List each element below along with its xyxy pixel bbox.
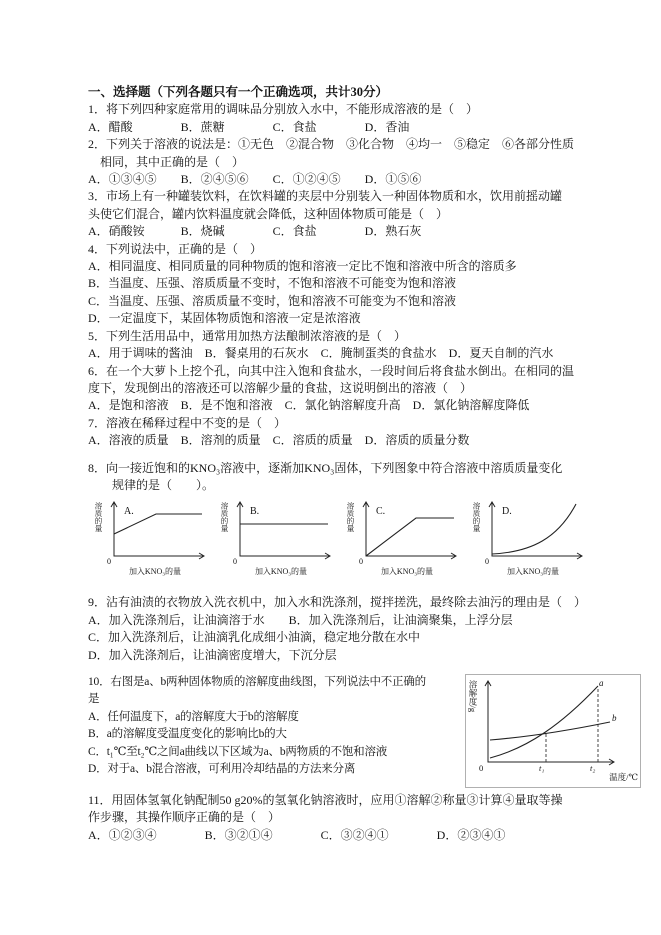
q8-chart-axes-a: [106, 500, 206, 560]
q8-origin-c: 0: [359, 557, 363, 567]
curve-rise-from-origin-plateau: [366, 518, 454, 556]
q8-x-axis-label-b: 加入KNO₃的量: [254, 567, 308, 577]
q9-option-d: D．加入洗涤剂后，让油滴密度增大，下沉分层: [88, 647, 337, 662]
q4-option-b: B．当温度、压强、溶质质量不变时，不饱和溶液不可能变为饱和溶液: [88, 276, 457, 291]
q1-options: A．醋酸 B．蔗糖 C．食盐 D．香油: [88, 119, 410, 134]
q3-options: A．硝酸铵 B．烧碱 C．食盐 D．熟石灰: [88, 224, 422, 239]
q6-stem-line1: 6．在一个大萝卜上挖个孔，向其中注入饱和食盐水，一段时间后将食盐水倒出。在相同的温: [88, 363, 575, 378]
q8-origin-d: 0: [485, 557, 489, 567]
q11-options: A．①②③④ B．③②①④ C．③②④① D．②③④①: [88, 827, 506, 842]
q8-y-axis-label: 溶质的量: [472, 502, 481, 533]
q8-panel-label-c: C.: [376, 506, 386, 518]
q8-panel-label-b: B.: [250, 506, 260, 518]
curve-b: [490, 722, 610, 740]
q8-chart-axes-d: [484, 500, 584, 560]
q10-chart-axes: [480, 678, 620, 770]
curve-a: [490, 686, 598, 758]
q10-option-a: A．任何温度下，a的溶解度大于b的溶解度: [88, 710, 299, 723]
q5-options: A．用于调味的酱油 B．餐桌用的石灰水 C．腌制蛋类的食盐水 D．夏天自制的汽水: [88, 346, 554, 361]
q10-block: [88, 674, 641, 792]
q10-stem-line1: 10．右图是a、b两种固体物质的溶解度曲线图，下列说法中不正确的: [88, 675, 426, 688]
q8-y-axis-label: 溶质的量: [94, 502, 103, 533]
q10-tick-t2: t₂: [590, 762, 596, 773]
q9-option-ab: A．加入洗涤剂后，让油滴溶于水 B．加入洗涤剂后，让油滴聚集，上浮分层: [88, 612, 513, 627]
q10-option-c: C．t₁℃至t₂℃之间a曲线以下区域为a、b两物质的不饱和溶液: [88, 745, 388, 758]
q4-option-a: A．相同温度、相同质量的同种物质的饱和溶液一定比不饱和溶液中所含的溶质多: [88, 259, 517, 274]
q8-chart-panel-c: [346, 498, 462, 582]
section-title: 一、选择题（下列各题只有一个正确选项，共计30分）: [88, 85, 389, 99]
q4-option-d: D．一定温度下，某固体物质饱和溶液一定是浓溶液: [88, 311, 361, 326]
q10-x-axis-label: 温度/℃: [609, 771, 638, 782]
q8-chart-panel-a: [94, 498, 210, 582]
q8-chart-panel-b: [220, 498, 336, 582]
q8-y-axis-label: 溶质的量: [346, 502, 355, 533]
q3-stem-line2: 头使它们混合，罐内饮料温度就会降低，这种固体物质可能是（ ）: [88, 206, 449, 221]
q10-tick-t1: t₁: [539, 762, 545, 773]
q2-stem-line2: 相同，其中正确的是（ ）: [88, 154, 245, 169]
q8-figure-row: [94, 498, 641, 582]
q8-chart-axes-c: [358, 500, 458, 560]
q6-stem-line2: 度下，发现倒出的溶液还可以溶解少量的食盐，这说明倒出的溶液（ ）: [88, 380, 473, 395]
q10-curve-label-a: a: [599, 677, 604, 688]
q9-option-c: C．加入洗涤剂后，让油滴乳化成细小油滴，稳定地分散在水中: [88, 630, 421, 645]
q10-stem-line2: 是: [88, 693, 100, 706]
q10-y-axis-label: 溶解度/g: [468, 679, 478, 713]
q8-stem-line2: 规律的是（ ）。: [88, 477, 215, 492]
q3-stem-line1: 3．市场上有一种罐装饮料，在饮料罐的夹层中分别装入一种固体物质和水，饮用前摇动罐: [88, 189, 563, 204]
q10-option-b: B．a的溶解度受温度变化的影响比b的大: [88, 728, 287, 741]
q8-x-axis-label-c: 加入KNO₃的量: [380, 567, 434, 577]
q8-origin-b: 0: [233, 557, 237, 567]
q10-option-d: D．对于a、b混合溶液，可利用冷却结晶的方法来分离: [88, 763, 356, 775]
q5-stem: 5．下列生活用品中，通常用加热方法酿制浓溶液的是（ ）: [88, 328, 407, 343]
q8-origin-a: 0: [107, 557, 111, 567]
q9-stem: 9．沾有油渍的衣物放入洗衣机中，加入水和洗涤剂，搅拌搓洗，最终除去油污的理由是（ ）: [88, 595, 587, 610]
q10-curve-label-b: b: [612, 712, 617, 723]
q2-stem-line1: 2．下列关于溶液的说法是：①无色 ②混合物 ③化合物 ④均一 ⑤稳定 ⑥各部分性质: [88, 137, 575, 152]
q8-panel-label-d: D.: [502, 506, 512, 518]
q10-origin-label: 0: [479, 762, 484, 773]
q8-x-axis-label-a: 加入KNO₃的量: [128, 567, 182, 577]
q8-panel-label-a: A.: [124, 506, 134, 518]
q8-x-axis-label-d: 加入KNO₃的量: [506, 567, 560, 577]
q1-stem: 1．将下列四种家庭常用的调味品分别放入水中，不能形成溶液的是（ ）: [88, 102, 479, 117]
q7-stem: 7．溶液在稀释过程中不变的是（ ）: [88, 415, 287, 430]
q8-chart-panel-d: [472, 498, 588, 582]
q11-stem-line2: 作步骤，其操作顺序正确的是（ ）: [88, 810, 281, 825]
q7-options: A．溶液的质量 B．溶剂的质量 C．溶质的质量 D．溶质的质量分数: [88, 433, 470, 448]
q2-options: A．①③④⑤ B．②④⑤⑥ C．①②④⑤ D．①⑤⑥: [88, 172, 422, 187]
q8-stem-line1: 8．向一接近饱和的KNO₃溶液中，逐渐加KNO₃固体，下列图象中符合溶液中溶质质量变化: [88, 460, 563, 475]
q8-y-axis-label: 溶质的量: [220, 502, 229, 533]
q6-options: A．是饱和溶液 B．是不饱和溶液 C．氯化钠溶解度升高 D．氯化钠溶解度降低: [88, 398, 530, 413]
q4-option-c: C．当温度、压强、溶质质量不变时，饱和溶液不可能变为不饱和溶液: [88, 293, 457, 308]
q8-chart-axes-b: [232, 500, 332, 560]
q4-stem: 4．下列说法中，正确的是（ ）: [88, 241, 263, 256]
q10-solubility-chart: [465, 674, 641, 788]
q11-stem-line1: 11．用固体氢氧化钠配制50 g20%的氢氧化钠溶液时，应用①溶解②称量③计算④量取等操: [88, 792, 563, 807]
curve-rise-plateau: [114, 514, 202, 534]
